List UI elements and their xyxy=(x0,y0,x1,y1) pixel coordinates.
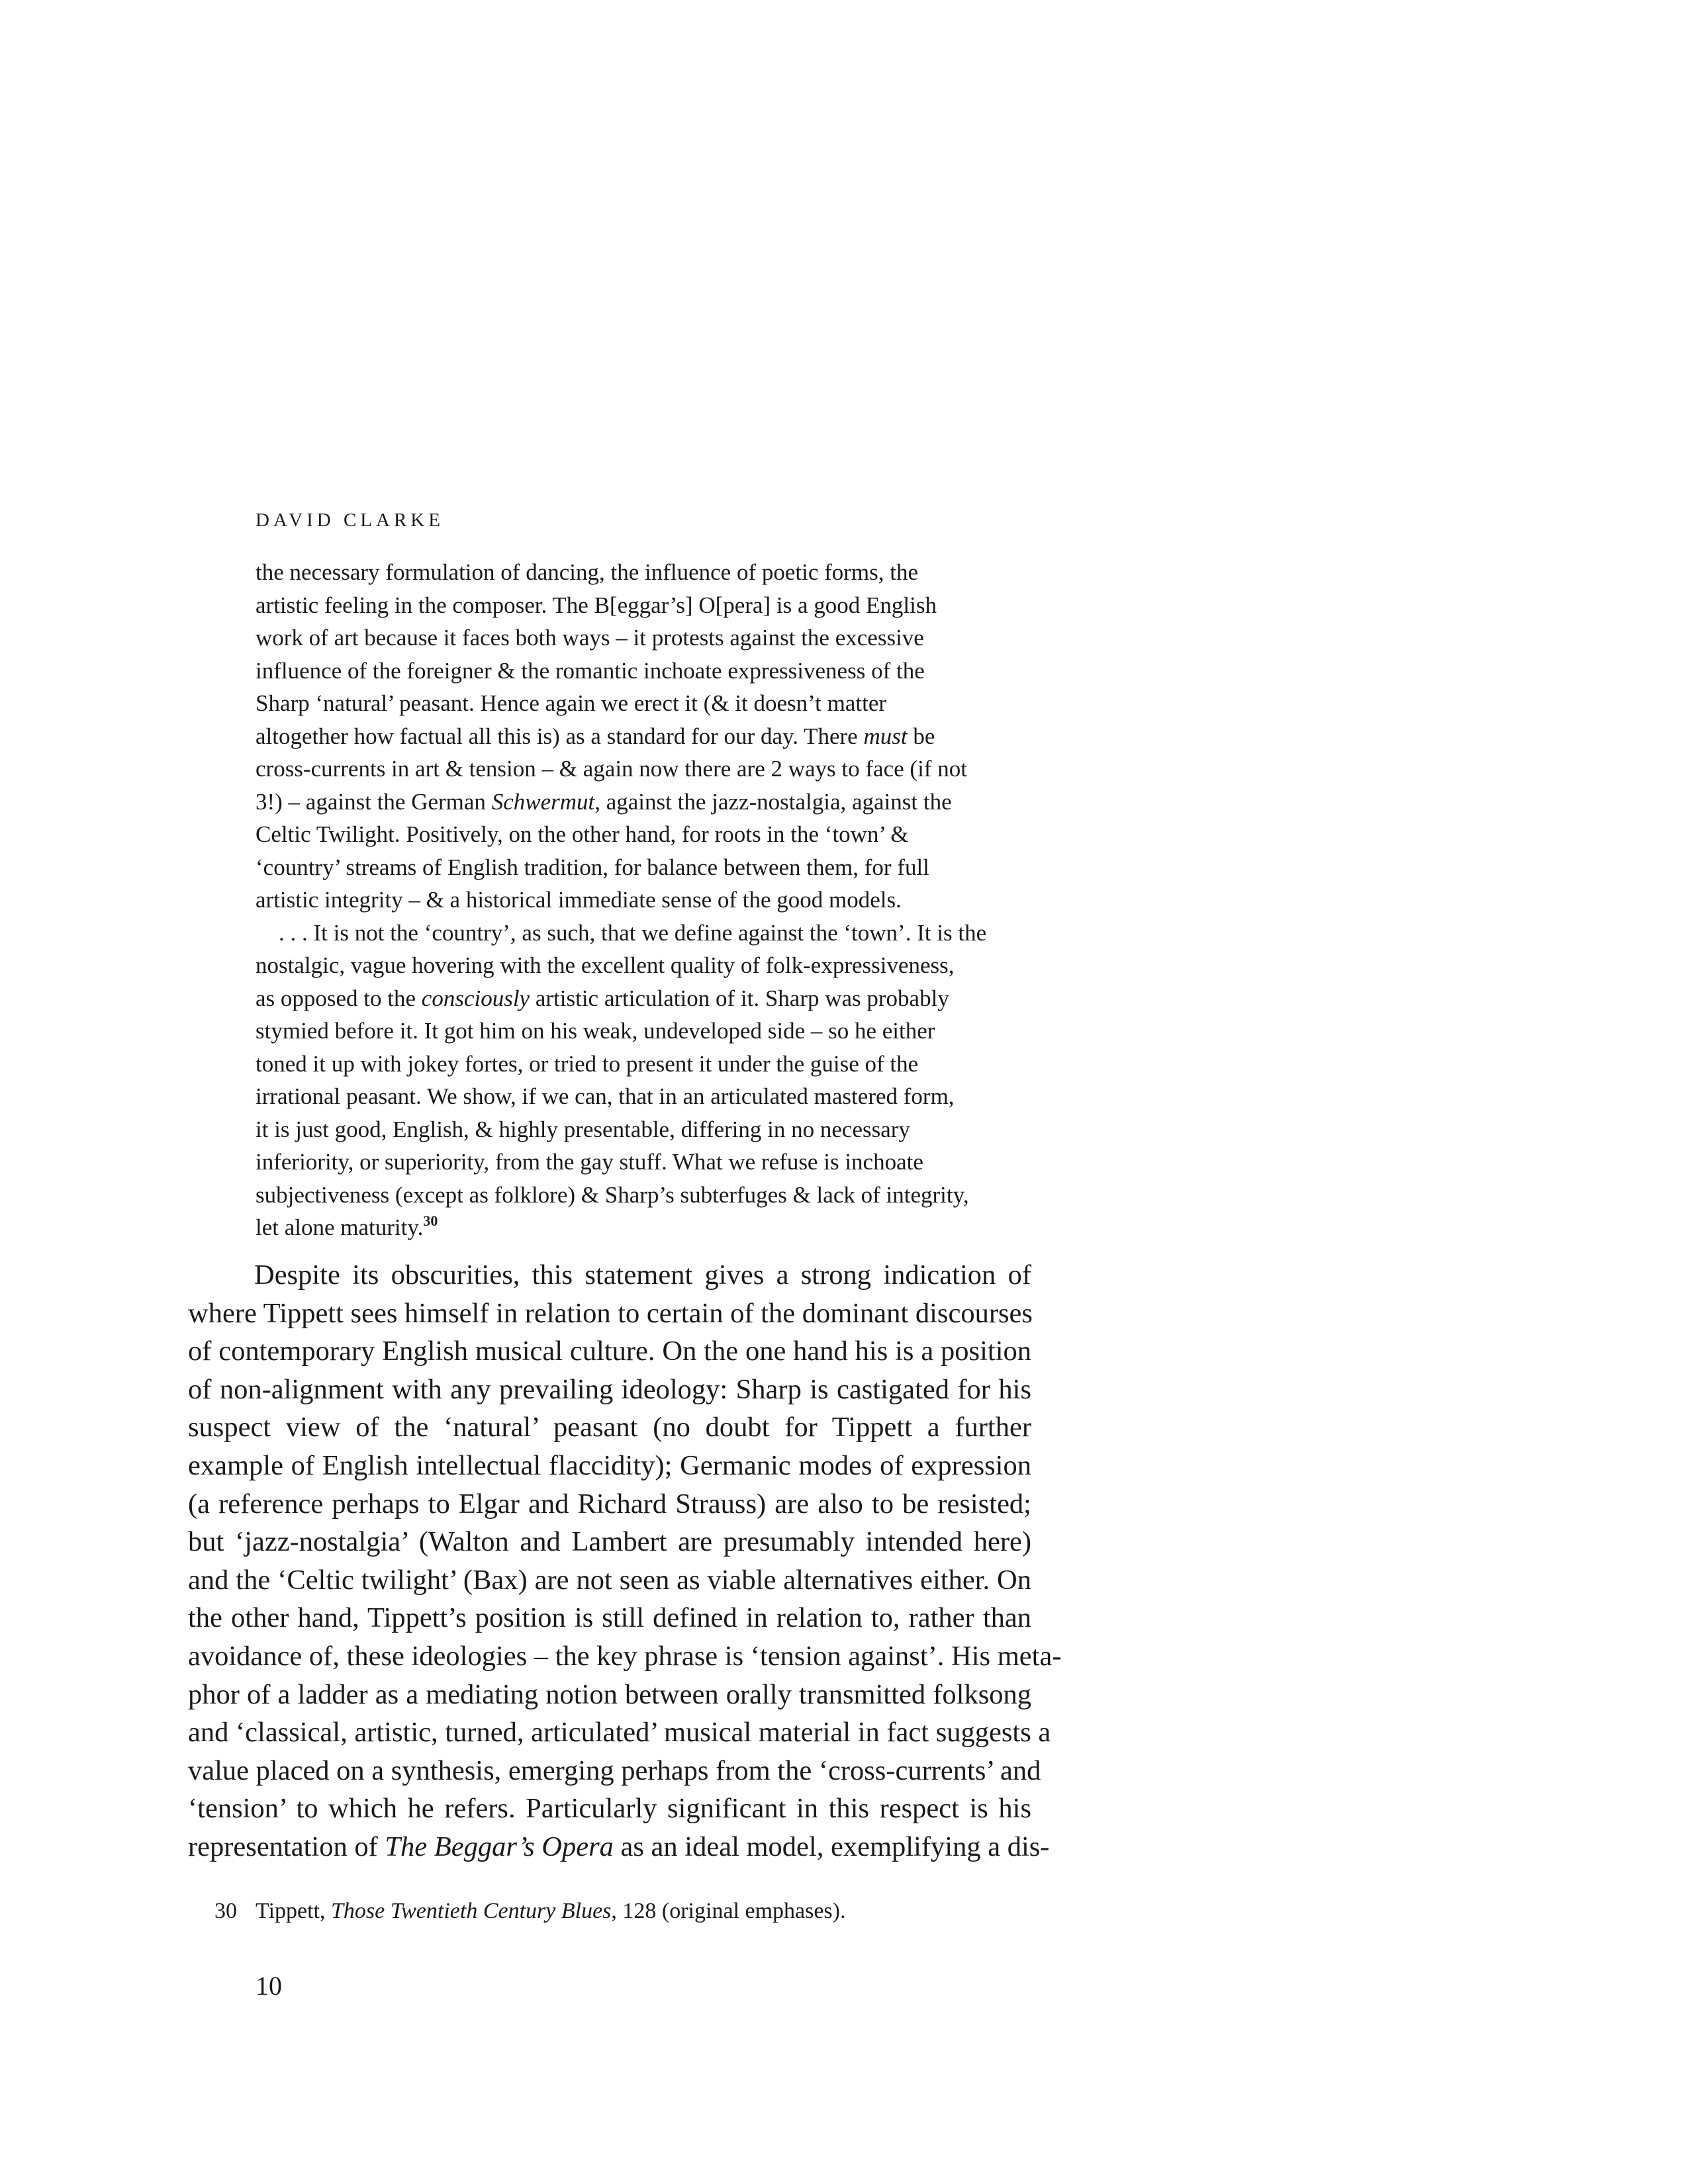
quote-line: irrational peasant. We show, if we can, that in an articulated mastered form, xyxy=(256,1083,955,1109)
footnote xyxy=(214,1896,845,1927)
quote-line: work of art because it faces both ways – it protests against the excessive xyxy=(256,625,924,651)
body-line: value placed on a synthesis, emerging perhaps from the ‘cross-currents’ and xyxy=(188,1754,1041,1786)
quote-text: artistic articulation of it. Sharp was probably xyxy=(535,985,949,1011)
quote-line: artistic feeling in the composer. The B[eggar’s] O[pera] is a good English xyxy=(256,592,937,618)
body-line: example of English intellectual flaccidity); Germanic modes of expression xyxy=(188,1449,1031,1481)
body-line: of non-alignment with any prevailing ideology: Sharp is castigated for his xyxy=(188,1373,1031,1405)
quote-line: Sharp ‘natural’ peasant. Hence again we erect it (& it doesn’t matter xyxy=(256,690,887,716)
body-line: and the ‘Celtic twilight’ (Bax) are not seen as viable alternatives either. On xyxy=(188,1564,1031,1596)
body-line: and ‘classical, artistic, turned, articulated’ musical material in fact suggests a xyxy=(188,1717,1051,1749)
quote-line: toned it up with jokey fortes, or tried to present it under the guise of the xyxy=(256,1050,919,1077)
footnote-details: , 128 (original emphases). xyxy=(611,1899,846,1923)
body-line: Despite its obscurities, this statement gives a strong indication of xyxy=(254,1259,1031,1291)
body-text: as an ideal model, exemplifying a dis- xyxy=(620,1831,1050,1862)
emphasis-schwermut: Schwermut xyxy=(491,788,595,815)
quote-line xyxy=(256,1211,1030,1244)
quote-line: subjectiveness (except as folklore) & Sharp’s subterfuges & lack of integrity, xyxy=(256,1181,969,1208)
quote-line: it is just good, English, & highly presentable, differing in no necessary xyxy=(256,1116,910,1142)
quote-text: altogether how factual all this is) as a standard for our day. There xyxy=(256,723,858,749)
quote-line: stymied before it. It got him on his weak, undeveloped side – so he either xyxy=(256,1018,935,1044)
footnote-title: Those Twentieth Century Blues xyxy=(331,1899,612,1923)
footnote-author: Tippett, xyxy=(256,1899,326,1923)
quote-line xyxy=(256,786,1030,819)
title-beggars-opera: The Beggar’s Opera xyxy=(385,1831,614,1862)
emphasis-consciously: consciously xyxy=(421,985,530,1011)
quote-text: as opposed to the xyxy=(256,985,416,1011)
quote-line: nostalgic, vague hovering with the excellent quality of folk-expressiveness, xyxy=(256,952,955,978)
block-quote xyxy=(256,556,1030,1244)
body-line: the other hand, Tippett’s position is still defined in relation to, rather than xyxy=(188,1602,1031,1634)
quote-line xyxy=(256,720,1030,753)
body-line: suspect view of the ‘natural’ peasant (no doubt for Tippett a further xyxy=(188,1412,1031,1443)
quote-line: Celtic Twilight. Positively, on the other hand, for roots in the ‘town’ & xyxy=(256,821,909,847)
body-line: but ‘jazz-nostalgia’ (Walton and Lambert are presumably intended here) xyxy=(188,1526,1031,1558)
body-line: of contemporary English musical culture. On the one hand his is a position xyxy=(188,1336,1031,1367)
body-line: (a reference perhaps to Elgar and Richard Strauss) are also to be resisted; xyxy=(188,1488,1031,1520)
quote-line: . . . It is not the ‘country’, as such, that we define against the ‘town’. It is the xyxy=(279,919,987,946)
page-number: 10 xyxy=(256,1971,282,2001)
quote-line xyxy=(256,982,1030,1015)
quote-text: be xyxy=(913,723,935,749)
body-line: where Tippett sees himself in relation to certain of the dominant discourses xyxy=(188,1297,1033,1329)
body-text: representation of xyxy=(188,1831,378,1862)
body-line: avoidance of, these ideologies – the key phrase is ‘tension against’. His meta- xyxy=(188,1640,1062,1672)
quote-line: the necessary formulation of dancing, the influence of poetic forms, the xyxy=(256,559,919,585)
emphasis-must: must xyxy=(863,723,908,749)
quote-line: artistic integrity – & a historical immediate sense of the good models. xyxy=(256,887,902,913)
quote-text: , against the jazz-nostalgia, against the xyxy=(594,788,952,815)
quote-line: ‘country’ streams of English tradition, for balance between them, for full xyxy=(256,854,929,880)
body-line: phor of a ladder as a mediating notion between orally transmitted folksong xyxy=(188,1678,1031,1710)
quote-text: let alone maturity. xyxy=(256,1214,424,1240)
running-head: DAVID CLARKE xyxy=(256,510,444,531)
body-line: ‘tension’ to which he refers. Particularly significant in this respect is his xyxy=(188,1793,1031,1825)
quote-line: influence of the foreigner & the romantic inchoate expressiveness of the xyxy=(256,657,925,684)
quote-text: 3!) – against the German xyxy=(256,788,486,815)
footnote-reference[interactable]: 30 xyxy=(423,1212,438,1229)
quote-line: inferiority, or superiority, from the gay stuff. What we refuse is inchoate xyxy=(256,1149,923,1175)
body-paragraph xyxy=(188,1256,1062,1866)
body-line xyxy=(188,1828,1050,1866)
quote-line: cross-currents in art & tension – & again now there are 2 ways to face (if not xyxy=(256,756,967,782)
footnote-number: 30 xyxy=(214,1899,237,1923)
